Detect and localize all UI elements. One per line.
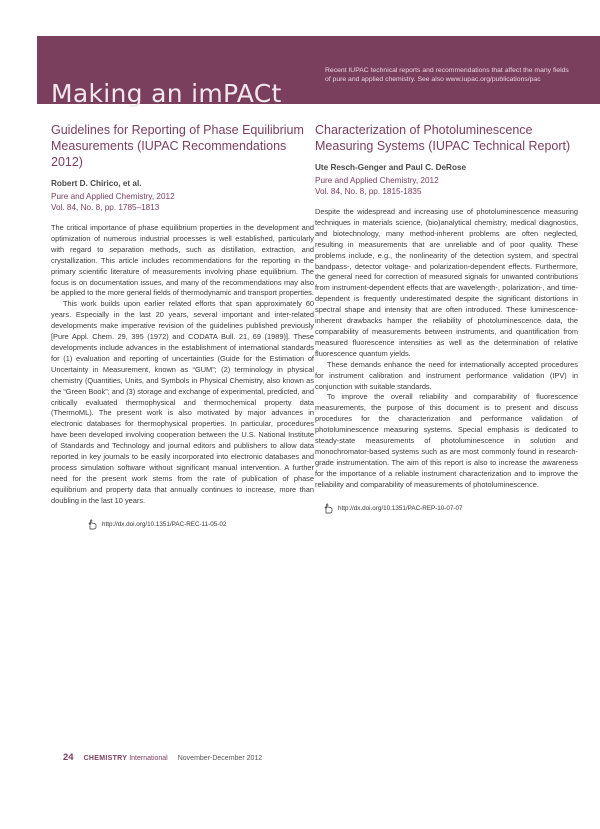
- body-paragraph: The critical importance of phase equilibrium properties in the development and optimization of numerous industrial processes is well established, particularly with regard to separation methods, such as distillation, extraction, and crystallization. This article includes recommendations for the reporting in the primary scientific literature of measurements involving phase equilibrium. The focus is on documentation issues, and many of the recommendations may also be applied to the more general fields of thermodynamic and transport properties.: [51, 223, 314, 298]
- doi-link[interactable]: http://dx.doi.org/10.1351/PAC-REC-11-05-02: [102, 520, 227, 528]
- body-paragraph: This work builds upon earlier related efforts that span approximately 60 years. Especially in the last 20 years, several important and inter-related developments make imperative revision of the guidelines published previously [Pure Appl. Chem. 29, 395 (1972) and CODATA Bull. 21, 69 (1989)]. These developments include advances in the establishment of international standards for (1) evaluation and reporting of uncertainties (Guide for the Estimation of Uncertainty in Measurement, known as “GUM”; (2) terminology in physical chemistry (Quantities, Units, and Symbols in Physical Chemistry, also known as the “Green Book”; and (3) storage and exchange of experimental, predicted, and critically evaluated thermophysical and thermochemical property data (ThermoML). The present work is also motivated by major advances in electronic databases for thermophysical properties. In particular, procedures have been developed involving cooperation between the U.S. National Institute of Standards and Technology and journal editors and publishers to allow data reported in key journals to be easily incorporated into electronic databases and process simulation software without significant manual intervention. A further need for the present work stems from the rate of publication of phase equilibrium and property data that annually continues to increase, more than doubling in the last 10 years.: [51, 299, 314, 505]
- body-paragraph: Despite the widespread and increasing use of photoluminescence measuring techniques in materials science, (bio)analytical chemistry, medical diagnostics, and biotechnology, many method-inherent problems are often neglected, resulting in measurements that are unreliable and of poor quality. These problems include, e.g., the nonlinearity of the detection system, and spectral bandpass-, detector voltage- and polarization-dependent effects. Furthermore, the general need for correction of measured signals for unwanted contributions from instrument-dependent effects that are wavelength-, polarization-, and time-dependent is frequently underestimated despite the significant distortions in spectral shape and intensity that are often introduced. These luminescence-inherent drawbacks hamper the reliability of photoluminescence data, the comparability of measurements between instruments, and quantification from measured fluorescence intensities as well as the determination of relative fluorescence quantum yields.: [315, 207, 578, 358]
- article-body: [51, 223, 314, 507]
- article-left: [51, 122, 314, 530]
- section-title: Making an imPACt: [51, 79, 282, 108]
- article-authors: Ute Resch-Genger and Paul C. DeRose: [315, 163, 467, 172]
- page-footer: [63, 752, 262, 763]
- article-body: [315, 207, 578, 491]
- article-volume: Vol. 84, No. 8, pp. 1815-1835: [315, 187, 422, 196]
- article-journal: Pure and Applied Chemistry, 2012: [51, 192, 175, 201]
- article-title: Guidelines for Reporting of Phase Equilibrium Measurements (IUPAC Recommendations 2012): [51, 123, 304, 169]
- body-paragraph: To improve the overall reliability and comparability of fluorescence measurements, the purpose of this document is to present and discuss procedures for the characterization and performance validation of photoluminescence measuring systems. Special emphasis is dedicated to steady-state measurements of photoluminescence in solution and monochromator-based systems such as are most commonly found in research-grade instrumentation. The aim of this report is also to increase the awareness for the importance of a reliable instrument characterization and to improve the reliability and comparability of measurements of photoluminescence.: [315, 392, 578, 489]
- doi-link-row: [315, 503, 578, 514]
- page-number: 24: [63, 752, 74, 763]
- article-authors: Robert D. Chirico, et al.: [51, 179, 142, 188]
- publication-suffix: International: [129, 755, 168, 762]
- section-description: Recent IUPAC technical reports and recommendations that affect the many fields of pure and applied chemistry. See also www.iupac.org/publications/pac: [325, 67, 569, 84]
- hand-pointer-icon: [87, 519, 98, 530]
- hand-pointer-icon: [323, 503, 334, 514]
- doi-link[interactable]: http://dx.doi.org/10.1351/PAC-REP-10-07-07: [338, 504, 463, 512]
- article-volume: Vol. 84, No. 8, pp. 1785–1813: [51, 203, 160, 212]
- body-paragraph: These demands enhance the need for internationally accepted procedures for instrument calibration and instrument performance validation (IPV) in conjunction with suitable standards.: [315, 359, 578, 391]
- issue-date: November-December 2012: [177, 755, 263, 762]
- article-title: Characterization of Photoluminescence Measuring Systems (IUPAC Technical Report): [315, 123, 571, 153]
- doi-link-row: [51, 519, 314, 530]
- publication-title: CHEMISTRY: [83, 755, 128, 762]
- publication-name: [84, 755, 168, 762]
- article-journal: Pure and Applied Chemistry, 2012: [315, 176, 439, 185]
- article-right: [315, 122, 578, 514]
